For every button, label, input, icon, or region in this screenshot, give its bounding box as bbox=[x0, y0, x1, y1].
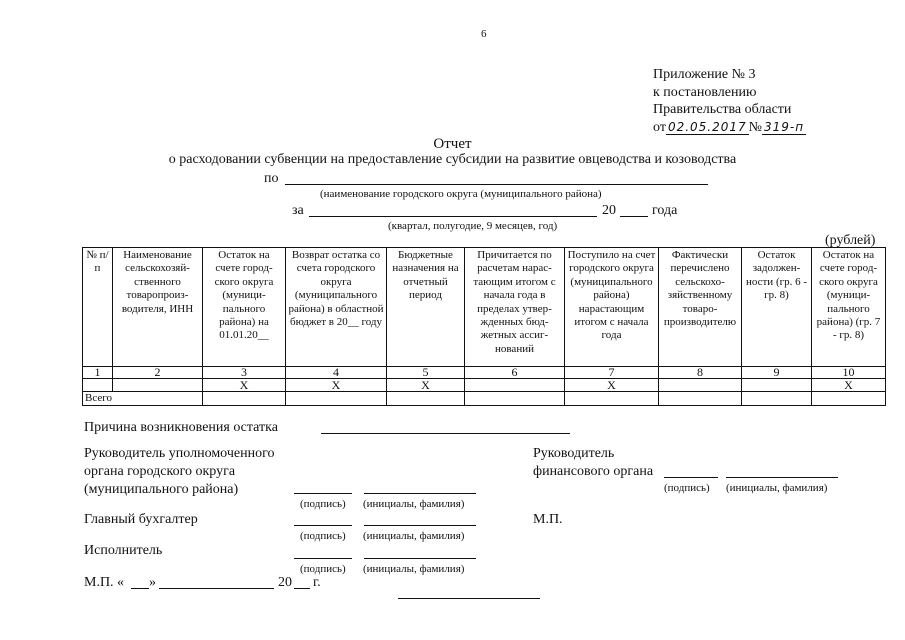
date-line-mid: » bbox=[149, 575, 156, 590]
by-label: по bbox=[264, 171, 279, 186]
column-number-cell: 8 bbox=[659, 367, 742, 379]
date-month-line[interactable] bbox=[159, 588, 274, 589]
header-cell: Бюджетные назначения на отчетный период bbox=[387, 248, 465, 367]
annex-line-3: Правительства области bbox=[653, 102, 792, 117]
period-year-suffix: года bbox=[652, 203, 678, 218]
total-cell[interactable] bbox=[742, 392, 812, 406]
annex-handwritten-date: 02.05.2017 bbox=[667, 119, 747, 134]
header-cell: Наименование сельскохозяйственного товаропроизводителя, ИНН bbox=[113, 248, 203, 367]
column-number-cell: 7 bbox=[565, 367, 659, 379]
date-line-year: 20 bbox=[278, 575, 292, 590]
annex-date-line bbox=[653, 119, 806, 137]
reason-label: Причина возникновения остатка bbox=[84, 420, 278, 435]
column-number-cell: 3 bbox=[203, 367, 286, 379]
head-authorized-line-2: органа городского округа bbox=[84, 464, 236, 479]
signature-hint: (подпись) bbox=[300, 498, 346, 510]
name-hint: (инициалы, фамилия) bbox=[363, 563, 465, 575]
column-number-cell: 1 bbox=[83, 367, 113, 379]
head-finance-signature-line[interactable] bbox=[664, 477, 718, 478]
header-cell: Поступило на счет городского округа (муниципального района) нарастающим итогом с начала года bbox=[565, 248, 659, 367]
table-cell: Х bbox=[286, 379, 387, 392]
date-line-prefix: М.П. « bbox=[84, 575, 125, 590]
executor-label: Исполнитель bbox=[84, 543, 163, 558]
column-number-cell: 10 bbox=[812, 367, 886, 379]
head-authorized-line-3: (муниципального района) bbox=[84, 482, 239, 497]
chief-accountant-label: Главный бухгалтер bbox=[84, 512, 198, 527]
table-cell: Х bbox=[565, 379, 659, 392]
table-cell: Х bbox=[203, 379, 286, 392]
head-authorized-line-1: Руководитель уполномоченного bbox=[84, 446, 275, 461]
total-cell[interactable] bbox=[812, 392, 886, 406]
name-hint: (инициалы, фамилия) bbox=[363, 530, 465, 542]
table-cell[interactable] bbox=[83, 379, 113, 392]
header-cell: Остаток на счете городского округа (муниципального района) (гр. 7 - гр. 8) bbox=[812, 248, 886, 367]
total-cell[interactable] bbox=[387, 392, 465, 406]
bottom-line[interactable] bbox=[398, 598, 540, 599]
column-number-cell: 5 bbox=[387, 367, 465, 379]
date-day-line[interactable] bbox=[131, 588, 149, 589]
name-hint: (инициалы, фамилия) bbox=[363, 498, 465, 510]
head-finance-line-2: финансового органа bbox=[533, 464, 654, 479]
page-number: 6 bbox=[481, 28, 487, 40]
header-cell: Остаток задолженности (гр. 6 - гр. 8) bbox=[742, 248, 812, 367]
period-field-line[interactable] bbox=[309, 216, 597, 217]
table-cell[interactable] bbox=[465, 379, 565, 392]
annex-line-2: к постановлению bbox=[653, 84, 757, 100]
by-field-line[interactable] bbox=[285, 184, 708, 185]
table-cell: Х bbox=[387, 379, 465, 392]
head-authorized-signature-line[interactable] bbox=[294, 493, 352, 494]
by-hint: (наименование городского округа (муниципального района) bbox=[320, 188, 602, 200]
report-title: Отчет bbox=[433, 136, 472, 152]
name-hint: (инициалы, фамилия) bbox=[726, 482, 828, 494]
header-cell: Причитается по расчетам нарастающим итогом с начала года в пределах утвержденных бюджетных ассигнований bbox=[465, 248, 565, 367]
period-label: за bbox=[292, 203, 304, 218]
head-finance-line-1: Руководитель bbox=[533, 446, 615, 461]
total-cell[interactable] bbox=[659, 392, 742, 406]
table-row bbox=[83, 379, 886, 392]
head-finance-name-line[interactable] bbox=[726, 477, 838, 478]
column-number-row bbox=[83, 367, 886, 379]
table-cell[interactable] bbox=[742, 379, 812, 392]
header-cell: Фактически перечислено сельскохозяйственному товаропроизводителю bbox=[659, 248, 742, 367]
total-cell[interactable] bbox=[565, 392, 659, 406]
executor-signature-line[interactable] bbox=[294, 558, 352, 559]
header-cell: Остаток на счете городского округа (муниципального района) на 01.01.20__ bbox=[203, 248, 286, 367]
annex-handwritten-number: 319-п bbox=[764, 119, 805, 134]
executor-name-line[interactable] bbox=[364, 558, 476, 559]
header-cell: № п/п bbox=[83, 248, 113, 367]
total-cell[interactable] bbox=[286, 392, 387, 406]
reason-field-line[interactable] bbox=[321, 433, 570, 434]
table-cell[interactable] bbox=[659, 379, 742, 392]
units-label: (рублей) bbox=[825, 233, 876, 248]
date-line-suffix: г. bbox=[313, 575, 321, 590]
signature-hint: (подпись) bbox=[300, 563, 346, 575]
column-number-cell: 9 bbox=[742, 367, 812, 379]
total-label: Всего bbox=[83, 392, 203, 406]
total-row bbox=[83, 392, 886, 406]
seal-label: М.П. bbox=[533, 512, 563, 527]
date-year-line[interactable] bbox=[294, 588, 310, 589]
table-cell[interactable] bbox=[113, 379, 203, 392]
head-authorized-name-line[interactable] bbox=[364, 493, 476, 494]
signature-hint: (подпись) bbox=[664, 482, 710, 494]
chief-accountant-signature-line[interactable] bbox=[294, 525, 352, 526]
period-hint: (квартал, полугодие, 9 месяцев, год) bbox=[388, 220, 558, 232]
report-table bbox=[82, 247, 886, 406]
period-year-line[interactable] bbox=[620, 216, 648, 217]
annex-from-prefix: от bbox=[653, 119, 666, 135]
column-number-cell: 4 bbox=[286, 367, 387, 379]
total-cell[interactable] bbox=[465, 392, 565, 406]
total-cell[interactable] bbox=[203, 392, 286, 406]
annex-block bbox=[653, 66, 806, 136]
signature-hint: (подпись) bbox=[300, 530, 346, 542]
table-cell: Х bbox=[812, 379, 886, 392]
column-number-cell: 2 bbox=[113, 367, 203, 379]
annex-line-1: Приложение № 3 bbox=[653, 67, 756, 82]
table-header-row bbox=[83, 248, 886, 367]
column-number-cell: 6 bbox=[465, 367, 565, 379]
period-year-prefix: 20 bbox=[602, 203, 616, 218]
annex-number-sign: № bbox=[748, 119, 763, 135]
header-cell: Возврат остатка со счета городского округа (муниципального района) в областной бюджет в 20__ году bbox=[286, 248, 387, 367]
report-subtitle: о расходовании субвенции на предоставление субсидии на развитие овцеводства и козоводства bbox=[168, 152, 737, 167]
chief-accountant-name-line[interactable] bbox=[364, 525, 476, 526]
